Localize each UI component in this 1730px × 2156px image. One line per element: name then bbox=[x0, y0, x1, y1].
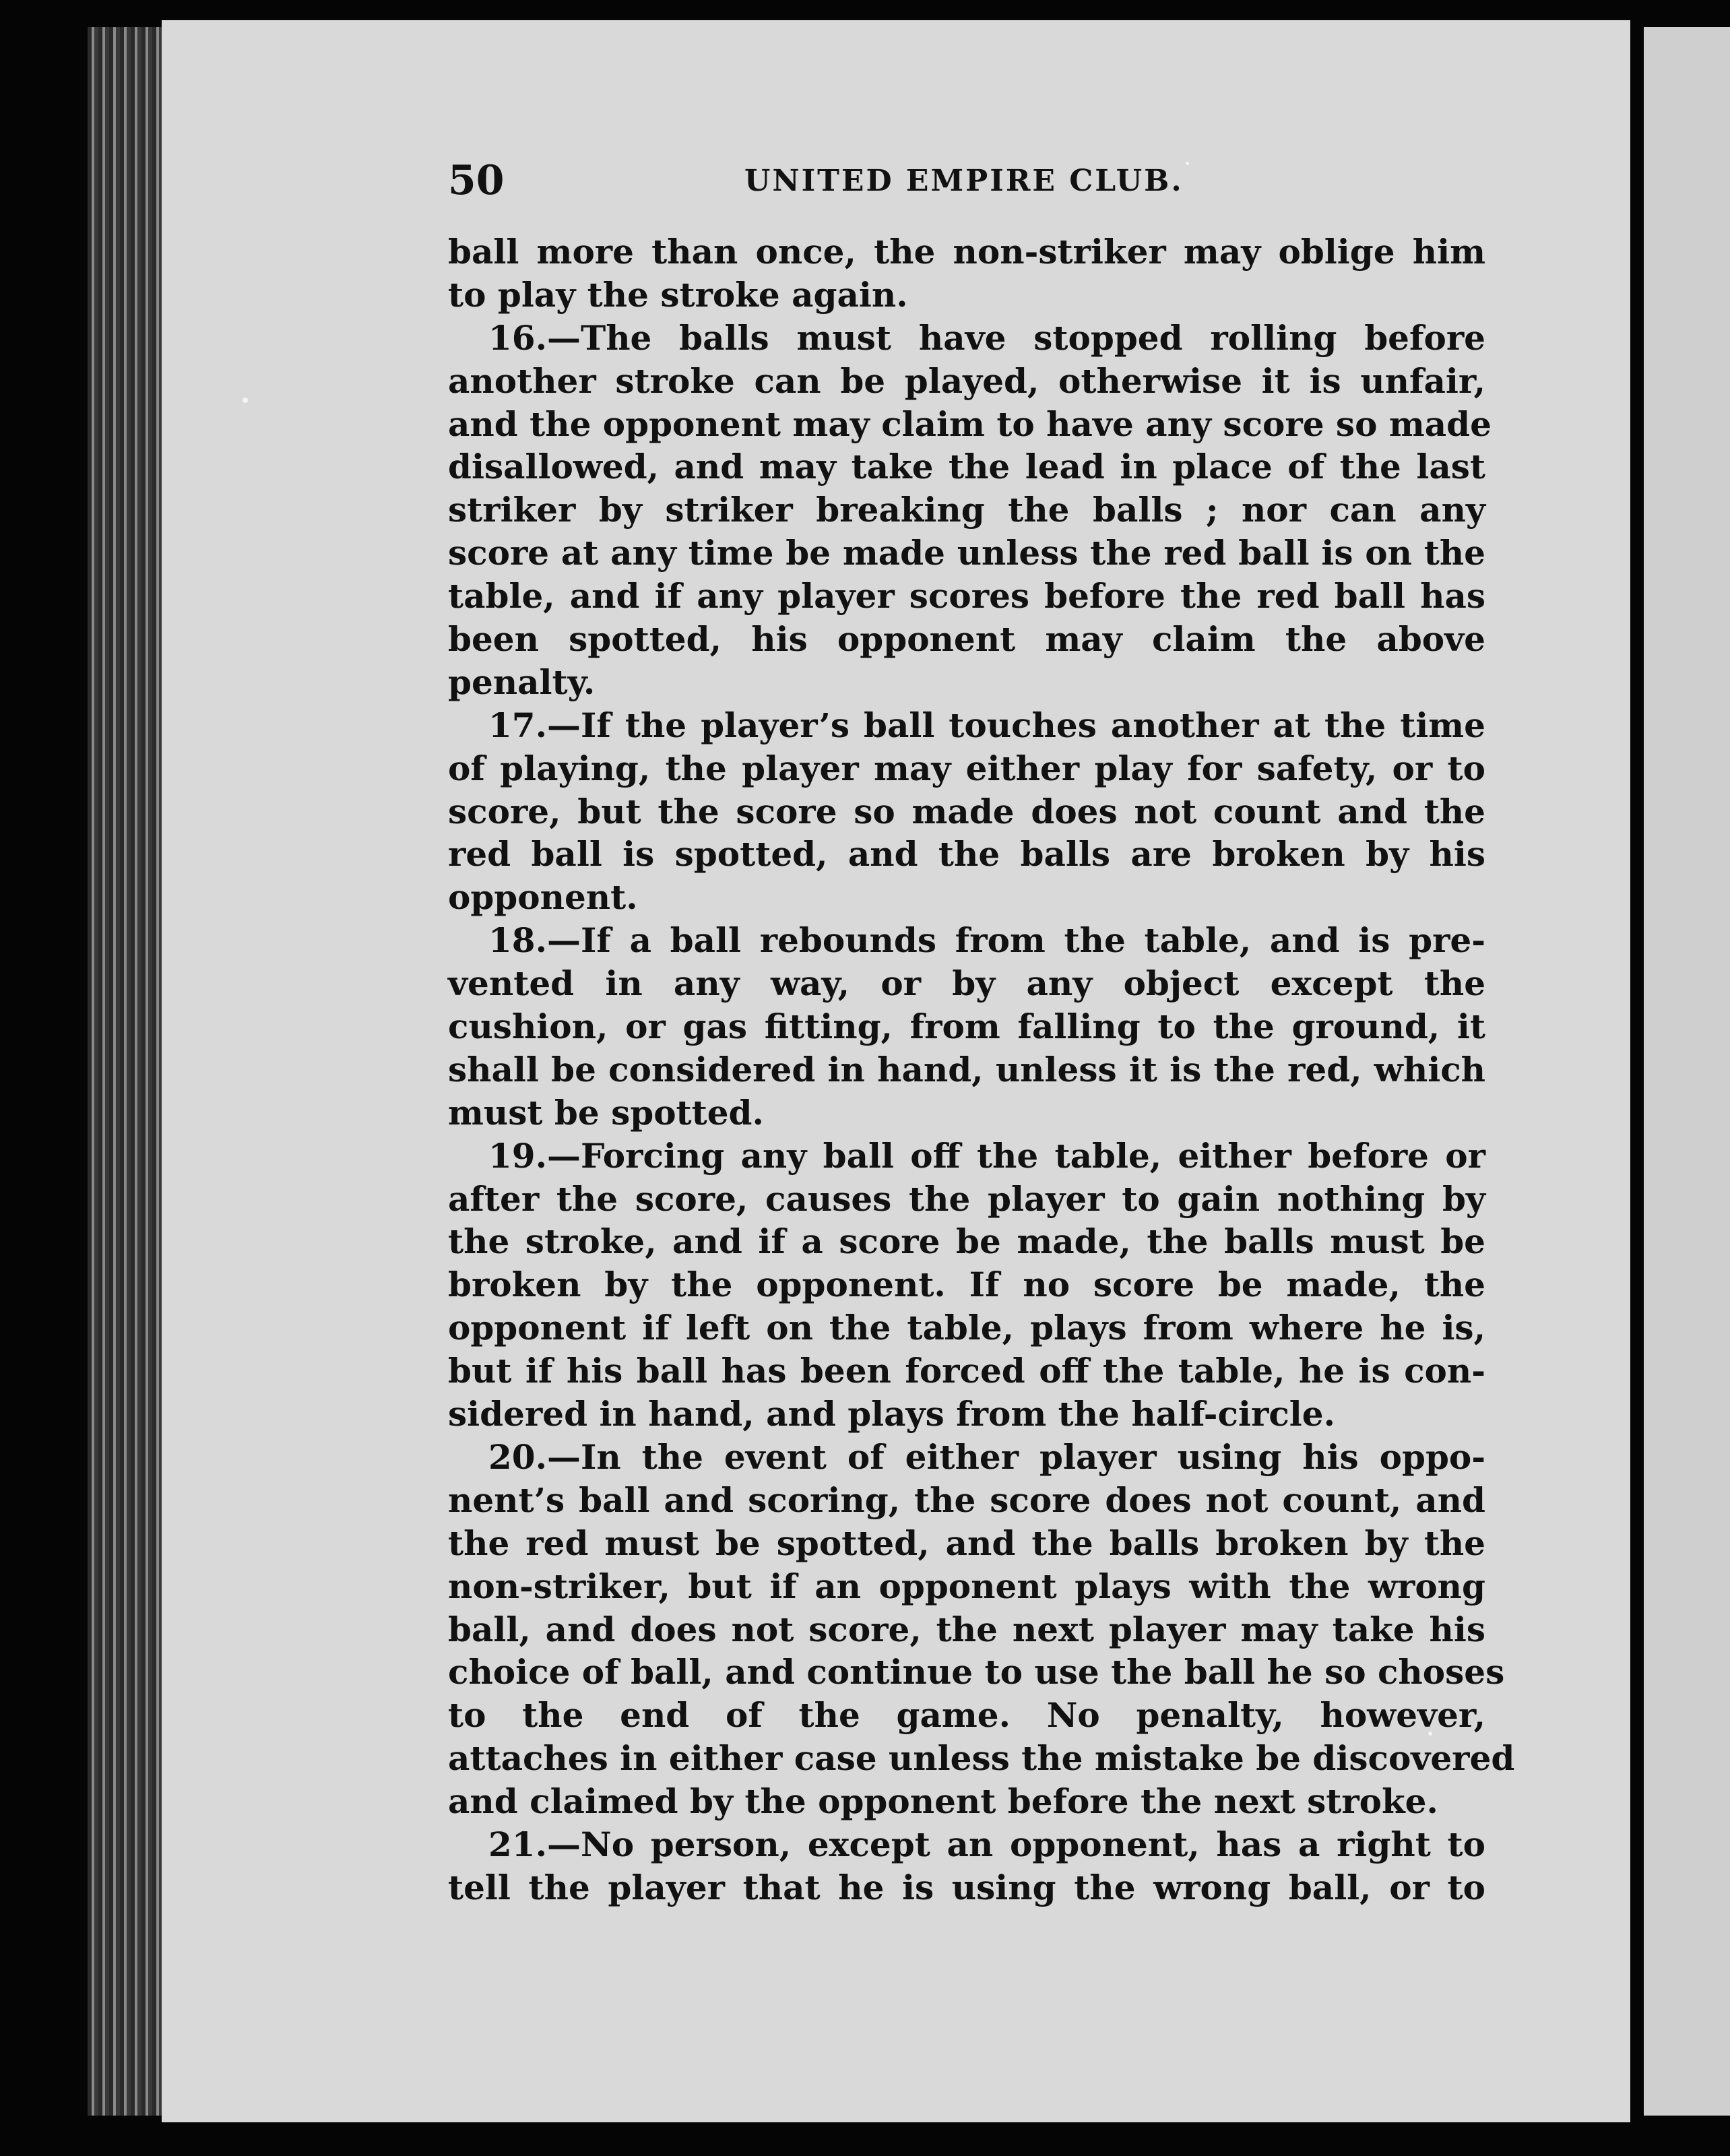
text-line: of playing, the player may either play for safety, or to bbox=[448, 748, 1485, 788]
text-line: ball, and does not score, the next player may take his bbox=[448, 1609, 1485, 1649]
text-line: opponent. bbox=[448, 877, 638, 918]
running-title: UNITED EMPIRE CLUB. bbox=[744, 164, 1184, 198]
text-line: must be spotted. bbox=[448, 1092, 764, 1133]
text-line: non-striker, but if an opponent plays with the wrong bbox=[448, 1566, 1485, 1606]
facing-page-edge bbox=[1644, 27, 1730, 2116]
text-line: vented in any way, or by any object except the bbox=[448, 963, 1485, 1004]
body-text bbox=[448, 230, 1515, 1909]
page-number: 50 bbox=[448, 157, 505, 204]
text-line: 20.—In the event of either player using his oppo- bbox=[488, 1436, 1485, 1477]
text-line: table, and if any player scores before the red ball has bbox=[448, 576, 1485, 616]
text-line: penalty. bbox=[448, 662, 596, 702]
text-line: 17.—If the player’s ball touches another at the time bbox=[488, 705, 1485, 745]
text-line: disallowed, and may take the lead in place of the last bbox=[448, 447, 1485, 487]
text-line: 16.—The balls must have stopped rolling before bbox=[488, 317, 1485, 358]
text-line: the red must be spotted, and the balls broken by the bbox=[448, 1523, 1485, 1563]
text-line: ball more than once, the non-striker may oblige him bbox=[448, 232, 1485, 272]
text-line: been spotted, his opponent may claim the above bbox=[448, 619, 1485, 660]
text-line: 21.—No person, except an opponent, has a right to bbox=[488, 1824, 1485, 1864]
text-line: red ball is spotted, and the balls are broken by his bbox=[448, 834, 1485, 875]
text-line: sidered in hand, and plays from the half-circle. bbox=[448, 1394, 1335, 1434]
text-line: choice of ball, and continue to use the ball he so choses bbox=[448, 1652, 1505, 1692]
text-line: to play the stroke again. bbox=[448, 274, 908, 315]
text-line: but if his ball has been forced off the table, he is con- bbox=[448, 1351, 1485, 1391]
text-line: and claimed by the opponent before the next stroke. bbox=[448, 1781, 1438, 1822]
text-line: score, but the score so made does not count and the bbox=[448, 791, 1485, 831]
text-line: and the opponent may claim to have any score so made bbox=[448, 404, 1492, 444]
text-line: nent’s ball and scoring, the score does not count, and bbox=[448, 1480, 1485, 1520]
text-line: tell the player that he is using the wrong ball, or to bbox=[448, 1867, 1485, 1907]
text-line: 18.—If a ball rebounds from the table, and is pre- bbox=[488, 920, 1485, 961]
text-line: shall be considered in hand, unless it is the red, which bbox=[448, 1049, 1485, 1089]
text-line: cushion, or gas fitting, from falling to the ground, it bbox=[448, 1007, 1485, 1047]
text-line: another stroke can be played, otherwise it is unfair, bbox=[448, 360, 1485, 401]
text-line: striker by striker breaking the balls ; nor can any bbox=[448, 490, 1485, 530]
text-line: after the score, causes the player to gain nothing by bbox=[448, 1178, 1485, 1219]
text-line: score at any time be made unless the red ball is on the bbox=[448, 533, 1485, 573]
text-line: attaches in either case unless the mistake be discovered bbox=[448, 1738, 1515, 1779]
text-line: opponent if left on the table, plays from where he is, bbox=[448, 1308, 1485, 1348]
dust-speck bbox=[243, 398, 248, 403]
text-line: broken by the opponent. If no score be made, the bbox=[448, 1265, 1485, 1305]
text-line: to the end of the game. No penalty, however, bbox=[448, 1695, 1485, 1736]
text-line: 19.—Forcing any ball off the table, either before or bbox=[488, 1135, 1485, 1176]
page-header bbox=[448, 154, 1485, 208]
text-line: the stroke, and if a score be made, the balls must be bbox=[448, 1222, 1485, 1262]
